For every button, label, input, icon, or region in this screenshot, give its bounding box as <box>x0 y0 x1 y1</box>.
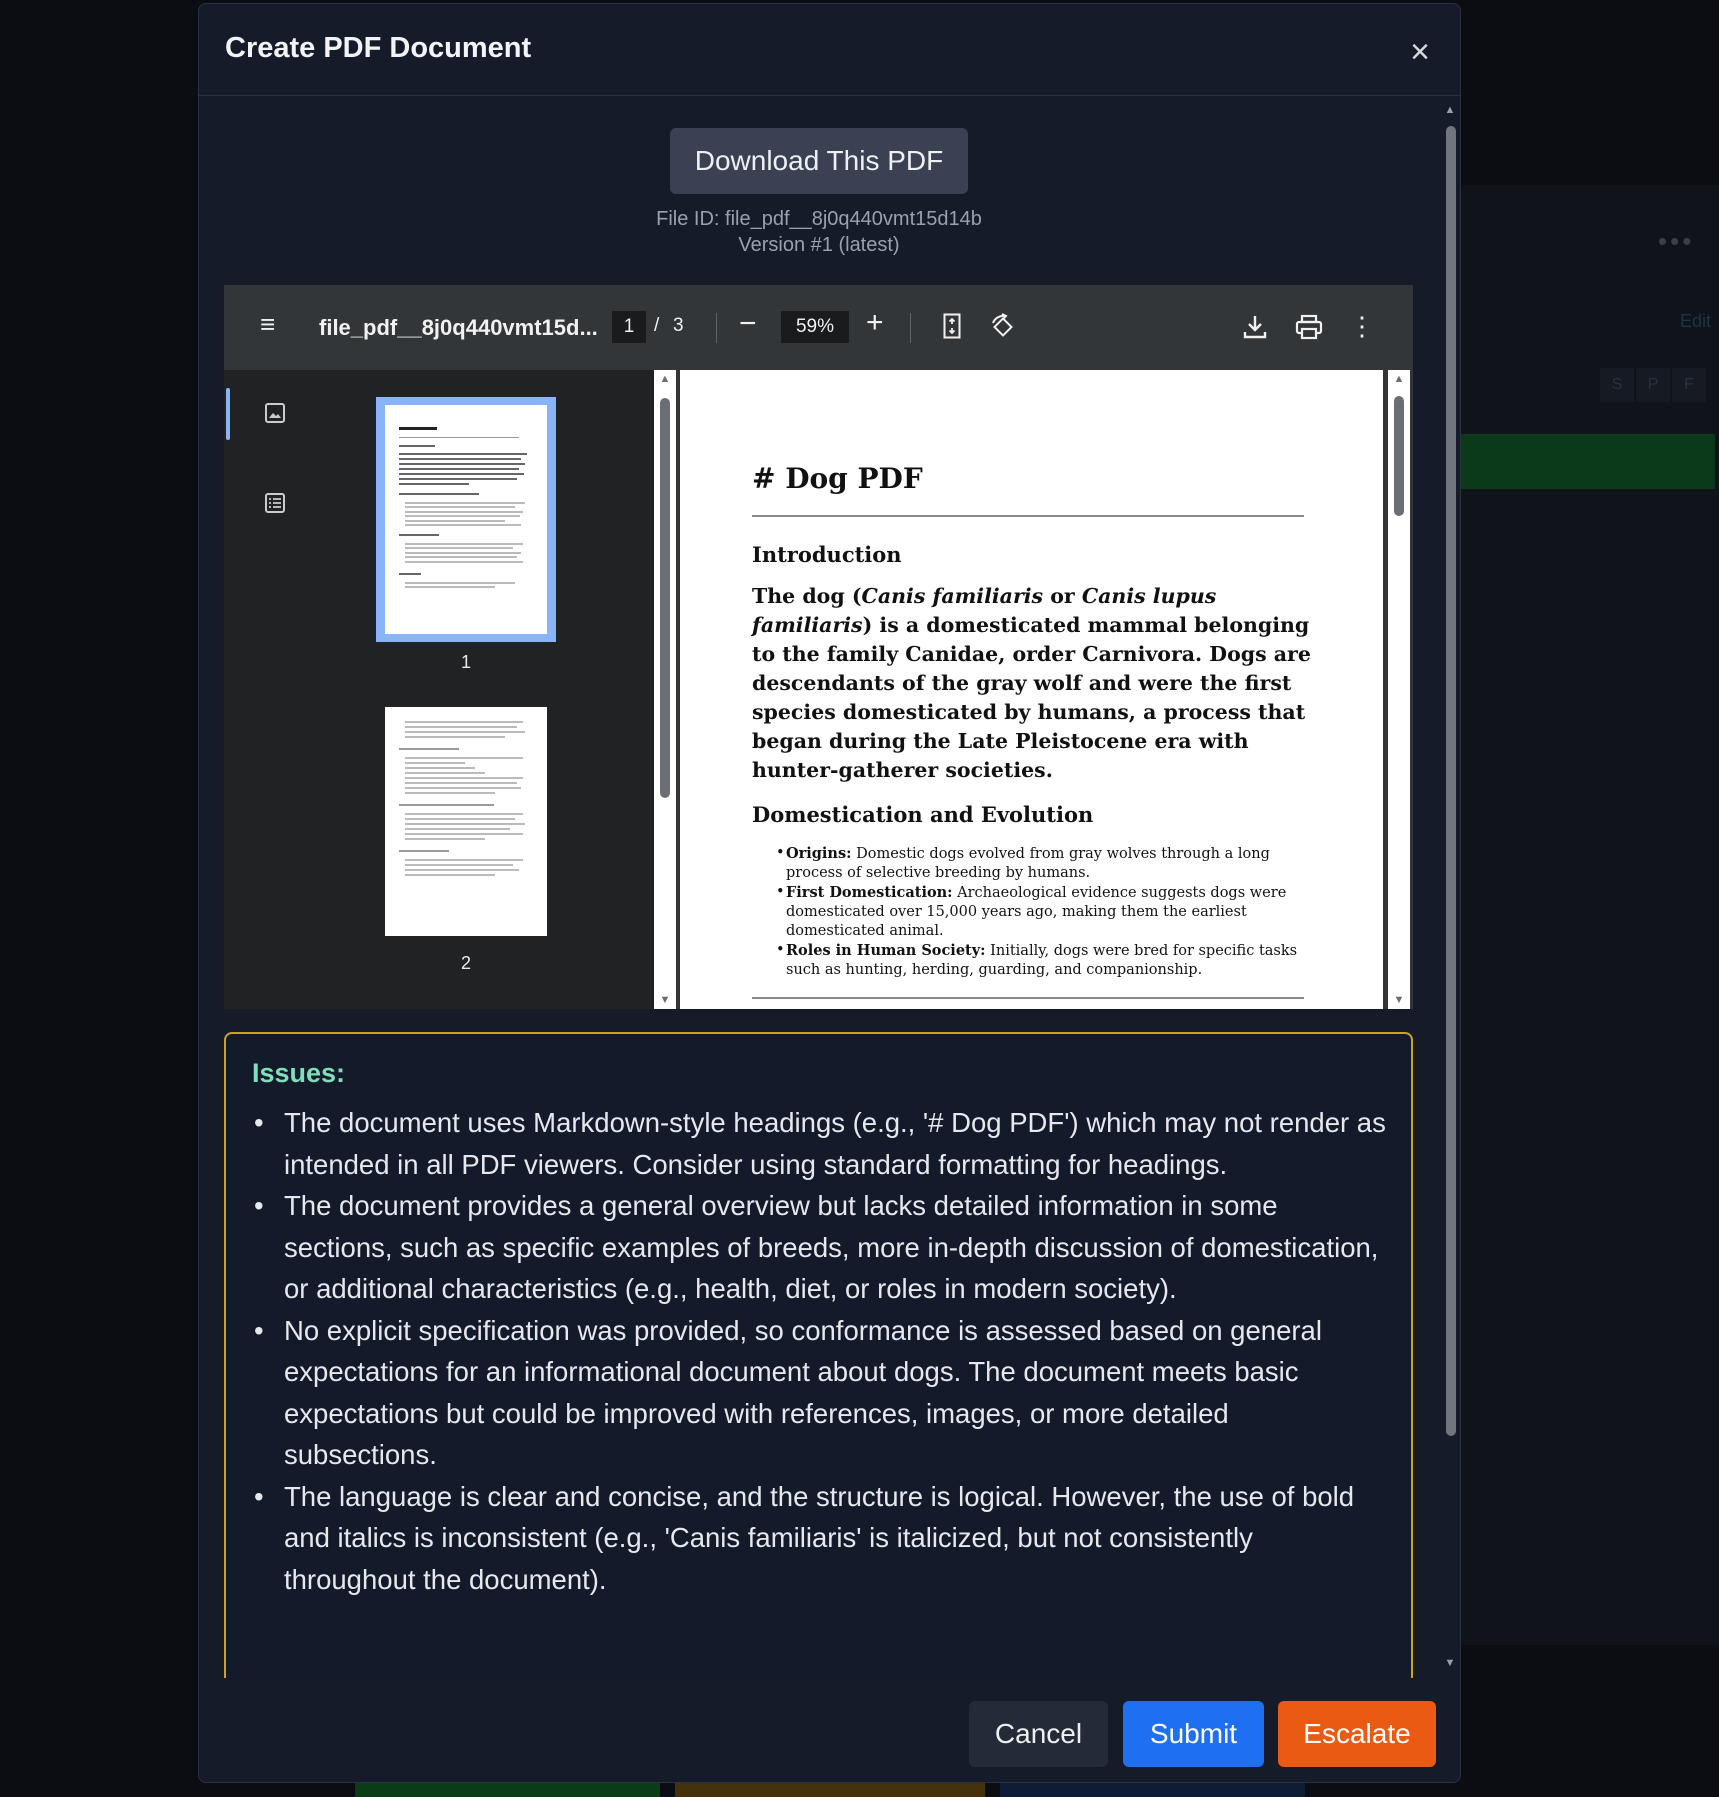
create-pdf-modal <box>198 3 1461 1783</box>
zoom-out-icon[interactable]: − <box>739 307 757 340</box>
toolbar-divider <box>910 313 911 343</box>
cancel-button[interactable]: Cancel <box>969 1701 1108 1767</box>
issue-item: • No explicit specification was provided, so conformance is assessed based on general expectations for an informational document about dogs. The document meets basic expectations but could be improved with references, images, or more detailed subsections. <box>284 1310 1389 1476</box>
page-thumbnail-1[interactable] <box>376 397 556 642</box>
scroll-down-icon[interactable]: ▼ <box>1393 994 1405 1006</box>
page-separator: / <box>654 315 660 336</box>
page-title: # Dog PDF <box>752 462 923 495</box>
version-text: Version #1 (latest) <box>738 234 900 256</box>
pdf-toolbar <box>224 285 1413 370</box>
scroll-down-icon[interactable]: ▼ <box>659 994 671 1006</box>
page-divider <box>752 997 1304 999</box>
download-pdf-button[interactable]: Download This PDF <box>670 128 968 194</box>
issue-item: • The language is clear and concise, and the structure is logical. However, the use of bold and italics is inconsistent (e.g., 'Canis familiaris' is italicized, but not consistently throughout the document). <box>284 1476 1389 1601</box>
modal-body[interactable] <box>199 96 1439 1678</box>
page-number-input[interactable]: 1 <box>612 311 646 343</box>
background-tag: F <box>1672 368 1706 402</box>
page-scrollbar[interactable] <box>1388 370 1410 1009</box>
page-heading-domestication: Domestication and Evolution <box>752 802 1094 827</box>
zoom-input[interactable]: 59% <box>781 311 849 343</box>
download-icon[interactable] <box>1242 313 1268 341</box>
background-panel <box>1460 185 1719 1645</box>
list-item: • First Domestication: Archaeological evidence suggests dogs were domesticated over 15,000 years ago, making them the earliest domesticated animal. <box>778 883 1313 941</box>
scroll-up-icon[interactable]: ▲ <box>659 373 671 385</box>
background-green-bar <box>1460 434 1715 489</box>
more-options-icon[interactable]: ⋮ <box>1349 311 1375 341</box>
list-item: • Roles in Human Society: Initially, dogs were bred for specific tasks such as hunting, herding, guarding, and companionship. <box>778 941 1313 980</box>
background-tags <box>1600 368 1706 402</box>
issue-item: • The document provides a general overview but lacks detailed information in some sections, such as specific examples of breeds, more in-depth discussion of domestication, or additional characteristics (e.g., health, diet, or roles in modern society). <box>284 1185 1389 1310</box>
background-more-icon: ••• <box>1658 226 1695 256</box>
print-icon[interactable] <box>1295 314 1323 340</box>
thumbnail-page-preview <box>385 405 547 634</box>
background-tag: P <box>1636 368 1670 402</box>
sidebar-active-indicator <box>226 388 230 440</box>
modal-scrollbar[interactable] <box>1443 104 1457 1669</box>
page-intro-paragraph: The dog (Canis familiaris or Canis lupus familiaris) is a domesticated mammal belonging to the family Canidae, order Carnivora. Dogs are descendants of the gray wolf and were the first species domesticated by humans, a process that began during the Late Pleistocene era with hunter-gatherer societies. <box>752 584 1311 782</box>
background-edit-link: Edit <box>1680 311 1712 331</box>
modal-footer <box>199 1678 1460 1783</box>
page-heading-introduction: Introduction <box>752 542 902 567</box>
escalate-button[interactable]: Escalate <box>1278 1701 1436 1767</box>
sidebar-menu-icon[interactable]: ≡ <box>260 309 276 339</box>
thumbnail-view-icon[interactable] <box>264 402 286 424</box>
outline-view-icon[interactable] <box>264 492 286 514</box>
rotate-icon[interactable] <box>989 313 1017 341</box>
pdf-viewer <box>224 285 1413 1009</box>
scrollbar-thumb[interactable] <box>1446 126 1456 1436</box>
sidebar-scrollbar[interactable] <box>654 370 676 1009</box>
total-pages: 3 <box>673 315 684 336</box>
scroll-up-icon[interactable]: ▲ <box>1393 373 1405 385</box>
page-divider <box>752 515 1304 517</box>
modal-title: Create PDF Document <box>225 32 532 64</box>
pdf-filename: file_pdf__8j0q440vmt15d... <box>319 315 598 340</box>
file-id-text: File ID: file_pdf__8j0q440vmt15d14b <box>656 208 982 230</box>
thumbnail-label: 2 <box>460 953 471 973</box>
close-icon[interactable]: × <box>1410 33 1430 71</box>
zoom-in-icon[interactable]: + <box>866 306 884 339</box>
scrollbar-thumb[interactable] <box>660 398 670 798</box>
toolbar-divider <box>716 313 717 343</box>
pdf-page <box>680 370 1383 1009</box>
submit-button[interactable]: Submit <box>1123 1701 1264 1767</box>
scrollbar-thumb[interactable] <box>1394 396 1404 516</box>
page-thumbnail-2[interactable] <box>385 707 547 936</box>
list-item: • Origins: Domestic dogs evolved from gray wolves through a long process of selective breeding by humans. <box>778 844 1313 883</box>
pdf-sidebar <box>224 370 654 1009</box>
issues-title: Issues: <box>252 1058 346 1088</box>
background-tag: S <box>1600 368 1634 402</box>
issues-list <box>284 1102 1389 1600</box>
issues-panel <box>224 1032 1413 1678</box>
issue-item: • The document uses Markdown-style headings (e.g., '# Dog PDF') which may not render as intended in all PDF viewers. Consider using standard formatting for headings. <box>284 1102 1389 1185</box>
modal-header <box>199 4 1460 96</box>
thumbnail-label: 1 <box>460 652 471 672</box>
fit-page-icon[interactable] <box>943 313 961 339</box>
scroll-up-icon[interactable]: ▲ <box>1444 104 1456 116</box>
page-bullet-list <box>778 844 1313 980</box>
scroll-down-icon[interactable]: ▼ <box>1444 1657 1456 1669</box>
